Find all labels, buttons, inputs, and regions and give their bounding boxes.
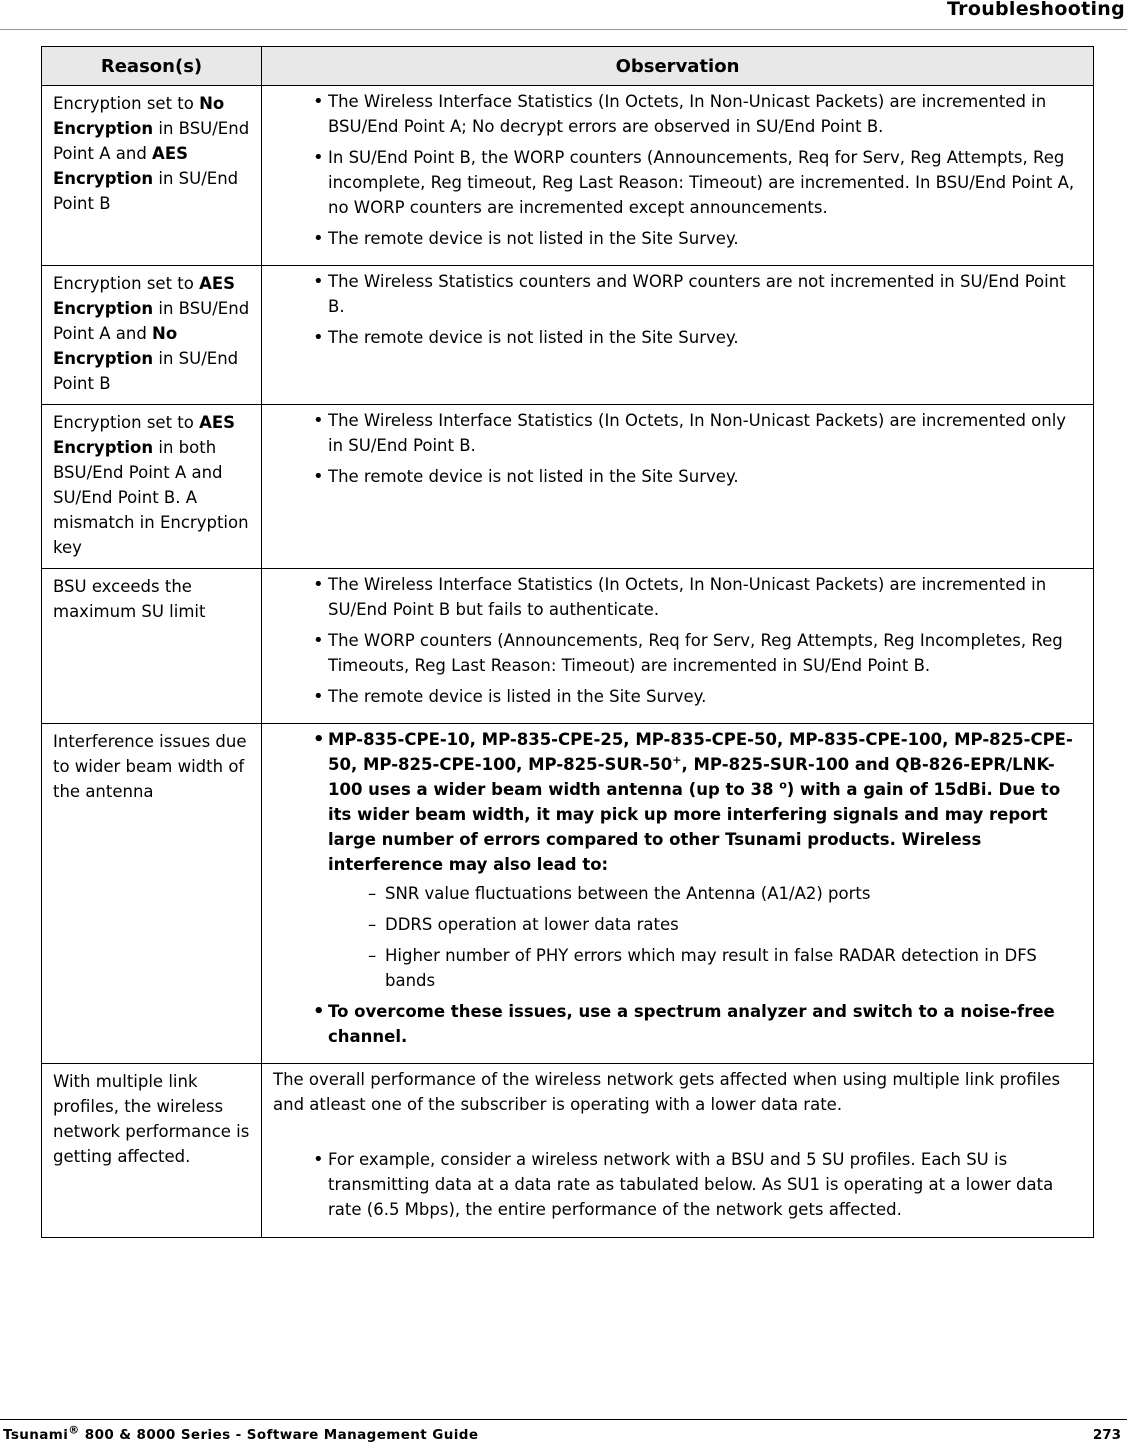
reason-cell: [42, 405, 262, 569]
list-item: • To overcome these issues, use a spectrum analyzer and switch to a noise-free channel.: [273, 999, 1079, 1049]
troubleshooting-table: [41, 46, 1094, 1238]
list-item: • The remote device is not listed in the Site Survey.: [273, 325, 1079, 350]
reason-text: With multiple link profiles, the wireless network performance is getting affected.: [53, 1072, 250, 1166]
observation-list: [273, 89, 1079, 251]
observation-cell: [262, 405, 1094, 569]
reason-text: No Encryption: [53, 324, 178, 368]
table-row: [42, 86, 1094, 266]
reason-text: AES Encryption: [53, 274, 236, 318]
list-item: • The remote device is listed in the Site Survey.: [273, 684, 1079, 709]
sub-list-item: – SNR value fluctuations between the Antenna (A1/A2) ports: [328, 881, 1079, 906]
sub-list-item: – DDRS operation at lower data rates: [328, 912, 1079, 937]
reason-text: in both BSU/End Point A and SU/End Point B. A mismatch in Encryption key: [53, 438, 249, 557]
observation-list: [273, 572, 1079, 709]
observation-list: [273, 408, 1079, 489]
reason-cell: [42, 724, 262, 1064]
table-header-row: [42, 47, 1094, 86]
list-item: • The remote device is not listed in the Site Survey.: [273, 464, 1079, 489]
list-item: • The remote device is not listed in the Site Survey.: [273, 226, 1079, 251]
observation-cell: [262, 724, 1094, 1064]
footer-text: Tsunami: [3, 1427, 69, 1443]
model-list-text: MP-835-CPE-10, MP-835-CPE-25, MP-835-CPE-50, MP-835-CPE-100, MP-825-CPE-50, MP-825-CPE-100, MP-825-SUR-50: [328, 730, 1073, 774]
reason-text: in SU/End Point B: [53, 169, 239, 213]
table-row: [42, 266, 1094, 405]
observation-cell: [262, 569, 1094, 724]
observation-list: [273, 727, 1079, 1049]
list-item: • The Wireless Statistics counters and WORP counters are not incremented in SU/End Point B.: [273, 269, 1079, 319]
observation-cell: [262, 1064, 1094, 1238]
table-row: [42, 569, 1094, 724]
reason-text: in BSU/End Point A and: [53, 119, 250, 163]
reason-cell: [42, 86, 262, 266]
reason-text: BSU exceeds the maximum SU limit: [53, 577, 206, 621]
degree-superscript: o: [779, 778, 787, 792]
registered-mark: ®: [68, 1423, 80, 1437]
footer-divider: [0, 1419, 1127, 1420]
footer-doc-title: [3, 1423, 479, 1443]
reason-text: Encryption set to: [53, 94, 200, 113]
observation-paragraph: The overall performance of the wireless network gets affected when using multiple link profiles and atleast one of the subscriber is operating with a lower data rate.: [273, 1070, 1061, 1114]
reason-cell: [42, 1064, 262, 1238]
column-header-observation: Observation: [262, 47, 1094, 86]
reason-text: Interference issues due to wider beam width of the antenna: [53, 732, 247, 801]
page-header-title: Troubleshooting: [947, 0, 1125, 20]
sub-list-item: – Higher number of PHY errors which may result in false RADAR detection in DFS bands: [328, 943, 1079, 993]
list-item: • In SU/End Point B, the WORP counters (Announcements, Req for Serv, Reg Attempts, Reg incomplete, Reg timeout, Reg Last Reason: Timeout) are incremented. In BSU/End Point A, no WORP counters are incremented except announcements.: [273, 145, 1079, 220]
model-list-text: ) with a gain of 15dBi. Due to its wider beam width, it may pick up more interfering signals and may report large number of errors compared to other Tsunami products. Wireless interference may also lead to:: [328, 780, 1061, 874]
superscript-plus: +: [672, 753, 682, 767]
reason-text: Encryption set to: [53, 413, 200, 432]
table-row: [42, 405, 1094, 569]
observation-list: [273, 269, 1079, 350]
table-row: [42, 724, 1094, 1064]
list-item: [273, 727, 1079, 993]
footer-text: 800 & 8000 Series - Software Management Guide: [79, 1427, 479, 1443]
reason-text: AES Encryption: [53, 413, 236, 457]
reason-text: in BSU/End Point A and: [53, 299, 250, 343]
list-item: • The Wireless Interface Statistics (In Octets, In Non-Unicast Packets) are incremented in SU/End Point B but fails to authenticate.: [273, 572, 1079, 622]
reason-text: Encryption set to: [53, 274, 200, 293]
reason-cell: [42, 569, 262, 724]
list-item: • The Wireless Interface Statistics (In Octets, In Non-Unicast Packets) are incremented in BSU/End Point A; No decrypt errors are observed in SU/End Point B.: [273, 89, 1079, 139]
list-item: • The Wireless Interface Statistics (In Octets, In Non-Unicast Packets) are incremented only in SU/End Point B.: [273, 408, 1079, 458]
observation-list: [273, 1147, 1079, 1222]
observation-cell: [262, 86, 1094, 266]
list-item: • The WORP counters (Announcements, Req for Serv, Reg Attempts, Reg Incompletes, Reg Timeouts, Reg Last Reason: Timeout) are incremented in SU/End Point B.: [273, 628, 1079, 678]
header-divider: [0, 29, 1127, 30]
sub-list: [328, 881, 1079, 993]
model-list-text: , MP-825-SUR-100 and QB-826-EPR/LNK-100 uses a wider beam width antenna (up to 38: [328, 755, 1055, 799]
table-row: [42, 1064, 1094, 1238]
column-header-reasons: Reason(s): [42, 47, 262, 86]
reason-text: AES Encryption: [53, 144, 188, 188]
reason-cell: [42, 266, 262, 405]
list-item: • For example, consider a wireless network with a BSU and 5 SU profiles. Each SU is transmitting data at a data rate as tabulated below. As SU1 is operating at a lower data rate (6.5 Mbps), the entire performance of the network gets affected.: [273, 1147, 1079, 1222]
reason-text: in SU/End Point B: [53, 349, 239, 393]
reason-text: No Encryption: [53, 94, 225, 138]
page-number: 273: [1092, 1427, 1121, 1443]
observation-cell: [262, 266, 1094, 405]
